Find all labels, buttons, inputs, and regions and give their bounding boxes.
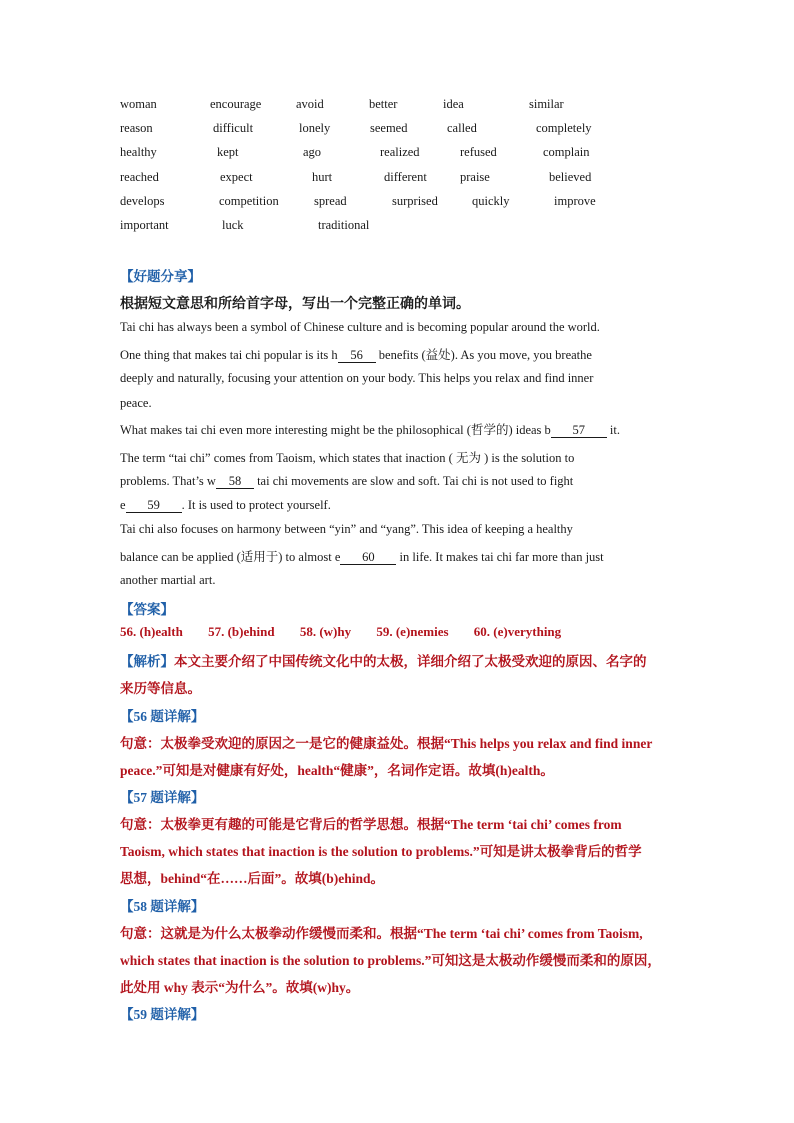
passage-line: problems. That’s w 58 tai chi movements are slow and soft. Tai chi is not used to fight xyxy=(120,474,574,488)
passage-line: another martial art. xyxy=(120,573,216,587)
word-bank-item: expect xyxy=(220,170,253,184)
word-bank-item: difficult xyxy=(213,121,254,135)
word-bank-item: praise xyxy=(460,170,490,184)
q56-line: 句意：太极拳受欢迎的原因之一是它的健康益处。根据“This helps you relax and find inner xyxy=(120,736,653,751)
passage-line: What makes tai chi even more interesting might be the philosophical (哲学的) ideas b 57 it. xyxy=(120,423,620,437)
word-bank-item: ago xyxy=(303,145,322,159)
passage-line: balance can be applied (适用于) to almost e 60 in life. It makes tai chi far more than just xyxy=(120,550,604,564)
word-bank-item: encourage xyxy=(210,97,262,111)
passage-line: peace. xyxy=(120,396,152,410)
q58-line: 此处用 why 表示“为什么”。故填(w)hy。 xyxy=(120,980,360,995)
word-bank-item: kept xyxy=(217,145,239,159)
word-bank-item: idea xyxy=(443,97,464,111)
q57-line: 句意：太极拳更有趣的可能是它背后的哲学思想。根据“The term ‘tai chi’ comes from xyxy=(120,817,622,832)
word-bank-item: woman xyxy=(120,97,157,111)
q56-header: 【56 题详解】 xyxy=(120,709,205,724)
word-bank-item: avoid xyxy=(296,97,324,111)
q58-line: which states that inaction is the solution to problems.”可知这是太极动作缓慢而柔和的原因， xyxy=(120,953,661,968)
word-bank-item: similar xyxy=(529,97,564,111)
word-bank-item: complain xyxy=(543,145,590,159)
answer-header: 【答案】 xyxy=(120,602,174,617)
word-bank-item: hurt xyxy=(312,170,333,184)
passage-line: The term “tai chi” comes from Taoism, which states that inaction ( 无为 ) is the solution to xyxy=(120,451,575,465)
analysis-line: 【解析】本文主要介绍了中国传统文化中的太极，详细介绍了太极受欢迎的原因、名字的 xyxy=(120,654,647,669)
blank-56: 56 xyxy=(338,349,376,363)
passage-line: deeply and naturally, focusing your attention on your body. This helps you relax and find inner xyxy=(120,371,594,385)
passage-line: Tai chi also focuses on harmony between “yin” and “yang”. This idea of keeping a healthy xyxy=(120,522,573,536)
word-bank-item: develops xyxy=(120,194,165,208)
word-bank-item: refused xyxy=(460,145,497,159)
word-bank-item: lonely xyxy=(299,121,331,135)
passage-line: One thing that makes tai chi popular is its h 56 benefits (益处). As you move, you breathe xyxy=(120,348,592,362)
answer-item: 58. (w)hy xyxy=(299,624,352,639)
analysis-label: 【解析】 xyxy=(120,654,174,669)
word-bank-item: spread xyxy=(314,194,347,208)
word-bank-item: improve xyxy=(554,194,596,208)
word-bank-item: believed xyxy=(549,170,592,184)
word-bank-item: luck xyxy=(222,218,244,232)
word-bank-item: traditional xyxy=(318,218,370,232)
word-bank-item: important xyxy=(120,218,169,232)
answer-item: 60. (e)verything xyxy=(473,624,562,639)
word-bank-item: seemed xyxy=(370,121,408,135)
word-bank-item: different xyxy=(384,170,427,184)
word-bank-item: reached xyxy=(120,170,159,184)
q59-header: 【59 题详解】 xyxy=(120,1007,205,1022)
word-bank-item: completely xyxy=(536,121,592,135)
blank-59: 59 xyxy=(126,499,182,513)
word-bank-item: competition xyxy=(219,194,279,208)
q58-line: 句意：这就是为什么太极拳动作缓慢而柔和。根据“The term ‘tai chi’ comes from Taoism, xyxy=(120,926,643,941)
answer-list xyxy=(120,624,583,640)
word-bank-item: surprised xyxy=(392,194,438,208)
answer-item: 57. (b)ehind xyxy=(208,624,275,639)
passage-line: e 59 . It is used to protect yourself. xyxy=(120,498,331,512)
q56-line: peace.”可知是对健康有好处，health“健康”，名词作定语。故填(h)ealth。 xyxy=(120,763,554,778)
share-header: 【好题分享】 xyxy=(120,269,201,284)
blank-60: 60 xyxy=(340,551,396,565)
word-bank-item: better xyxy=(369,97,398,111)
word-bank-item: healthy xyxy=(120,145,157,159)
q57-line: 思想，behind“在……后面”。故填(b)ehind。 xyxy=(120,871,385,886)
word-bank-item: realized xyxy=(380,145,420,159)
answer-item: 56. (h)ealth xyxy=(120,624,183,639)
q57-header: 【57 题详解】 xyxy=(120,790,205,805)
q58-header: 【58 题详解】 xyxy=(120,899,205,914)
word-bank-item: reason xyxy=(120,121,153,135)
word-bank-item: called xyxy=(447,121,477,135)
word-bank-item: quickly xyxy=(472,194,510,208)
instruction: 根据短文意思和所给首字母，写出一个完整正确的单词。 xyxy=(120,297,470,312)
passage-line: Tai chi has always been a symbol of Chinese culture and is becoming popular around the world. xyxy=(120,320,600,334)
blank-57: 57 xyxy=(551,424,607,438)
q57-line: Taoism, which states that inaction is the solution to problems.”可知是讲太极拳背后的哲学 xyxy=(120,844,642,859)
answer-item: 59. (e)nemies xyxy=(376,624,449,639)
analysis-line: 来历等信息。 xyxy=(120,681,201,696)
blank-58: 58 xyxy=(216,475,254,489)
